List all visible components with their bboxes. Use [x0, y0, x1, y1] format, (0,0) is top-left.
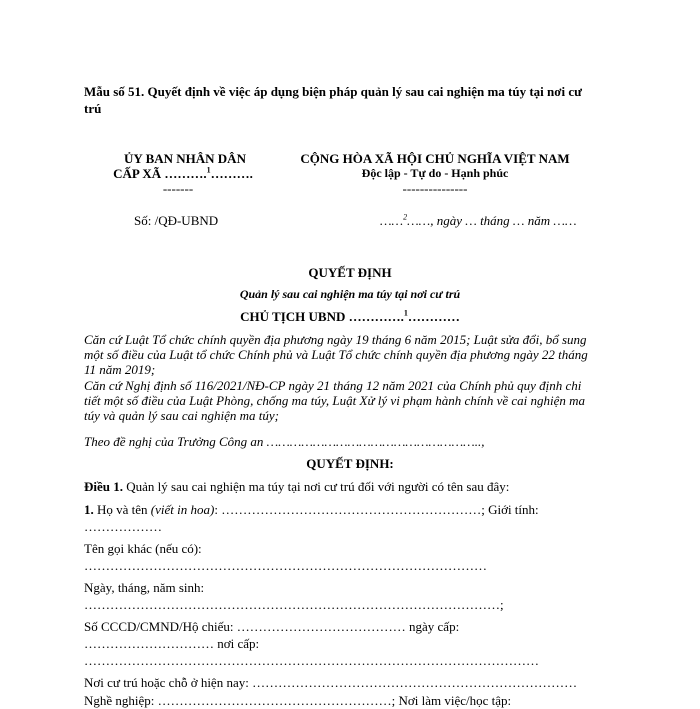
field-residence: Nơi cư trú hoặc chỗ ở hiện nay: ………………………………………………………………… [84, 675, 578, 690]
field-birth-date: Ngày, tháng, năm sinh: [84, 580, 205, 595]
form-title-line1: Mẫu số 51. Quyết định về việc áp dụng biện pháp quản lý sau cai nghiện ma túy tại nơi cư [84, 84, 582, 99]
document-number: Số: /QĐ-UBND [134, 213, 219, 228]
field-id-number: Số CCCD/CMND/Hộ chiếu: ………………………………… ngày cấp: [84, 619, 460, 634]
authority-line2: CẤP XÃ ……….$^1$………. [113, 165, 253, 181]
basis1-line1: Căn cứ Luật Tổ chức chính quyền địa phương ngày 19 tháng 6 năm 2015; Luật sửa đổi, bổ sung [84, 332, 587, 347]
field-gender-dots: ……………… [84, 519, 162, 534]
nation-divider: --------------- [402, 181, 468, 196]
chairman-title: CHỦ TỊCH UBND ………….$^1$………… [240, 308, 460, 324]
field-other-name-dots: ………………………………………………………………………………… [84, 558, 487, 573]
field-birth-date-dots: ……………………………………………………………………………………; [84, 597, 504, 612]
basis2-line2: tiết một số điều của Luật Phòng, chống ma túy, Luật Xử lý vi phạm hành chính về cai nghiện ma [84, 393, 586, 408]
field-id-dots: …………………………………………………………………………………………… [84, 653, 539, 668]
article1: Điều 1. Quản lý sau cai nghiện ma túy tại nơi cư trú đối với người có tên sau đây: [84, 479, 510, 494]
basis2-line1: Căn cứ Nghị định số 116/2021/NĐ-CP ngày 21 tháng 12 năm 2021 của Chính phủ quy định chi [84, 378, 582, 393]
basis1-line3: 11 năm 2019; [84, 362, 156, 377]
proposal-line: Theo đề nghị của Trưởng Công an ……………………………………………….., [84, 434, 485, 449]
basis2-line3: túy và quản lý sau cai nghiện ma túy; [84, 408, 279, 423]
decision-heading: QUYẾT ĐỊNH: [306, 456, 394, 471]
field-full-name: 1. Họ và tên (viết in hoa): ……………………………………………………; Giới tính: [84, 502, 539, 517]
basis1-line2: một số điều của Luật tổ chức Chính phủ và Luật Tổ chức chính quyền địa phương ngày 22 tháng [84, 347, 588, 362]
authority-divider: ------- [162, 181, 194, 196]
field-occupation: Nghề nghiệp: ………………………………………………; Nơi làm việc/học tập: [84, 693, 512, 708]
nation-name: CỘNG HÒA XÃ HỘI CHỦ NGHĨA VIỆT NAM [300, 151, 570, 166]
decision-title: QUYẾT ĐỊNH [308, 265, 392, 280]
authority-line1: ỦY BAN NHÂN DÂN [124, 151, 246, 166]
decision-subtitle: Quản lý sau cai nghiện ma túy tại nơi cư trú [239, 287, 461, 301]
place-date: ……$^2$……, ngày … tháng … năm …… [380, 212, 577, 228]
form-title-line2: trú [84, 101, 102, 116]
nation-motto: Độc lập - Tự do - Hạnh phúc [361, 166, 509, 180]
field-other-name: Tên gọi khác (nếu có): [84, 541, 202, 556]
field-id-issued-place: ………………………… nơi cấp: [84, 636, 260, 651]
